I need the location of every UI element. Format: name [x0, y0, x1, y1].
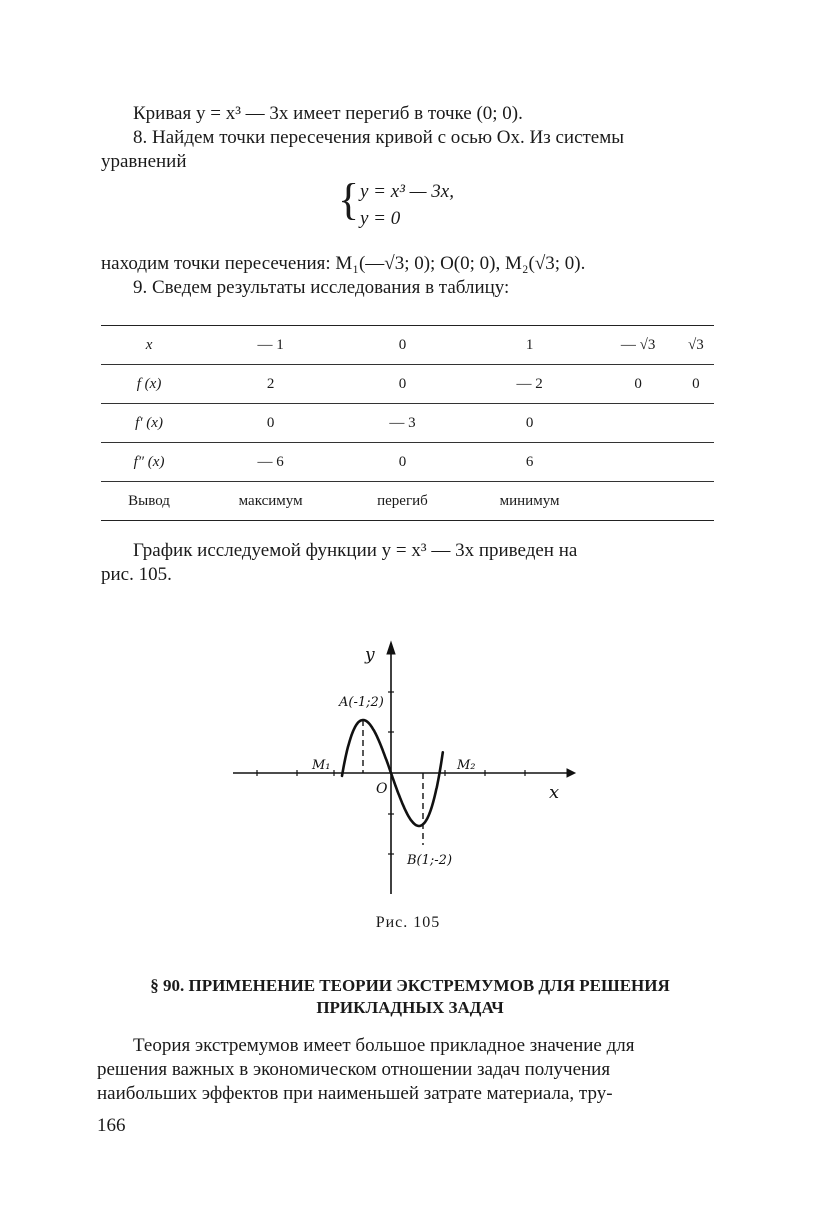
paragraph-line: наибольших эффектов при наименьшей затрате материала, тру-: [97, 1083, 613, 1104]
text-line-content: 9. Сведем результаты исследования в таблицу:: [133, 277, 510, 298]
table-cell: [598, 482, 677, 521]
table-cell: f′ (x): [101, 404, 197, 443]
x-axis-label: x: [549, 782, 560, 803]
table-cell: — 6: [197, 443, 344, 482]
table-cell: — 3: [344, 404, 461, 443]
table-cell: — 1: [197, 326, 344, 365]
table-cell: [678, 482, 714, 521]
table-cell: √3: [678, 326, 714, 365]
function-graph: [225, 632, 585, 902]
table-cell: — 2: [461, 365, 599, 404]
text-line-content: рис. 105.: [101, 564, 172, 585]
y-axis-label: y: [365, 645, 375, 665]
system-eq-2: y = 0: [360, 208, 401, 229]
m1-label: M₁: [312, 758, 331, 773]
text-line: [101, 564, 172, 586]
text-line: [133, 103, 523, 125]
table-cell: [598, 443, 677, 482]
table-row: [101, 443, 714, 482]
text-line-content: уравнений: [101, 151, 187, 172]
table-cell: 0: [344, 443, 461, 482]
text-line-content: находим точки пересечения: M₁(—√3; 0); O(0; 0), M₂(√3; 0).: [101, 253, 586, 274]
paragraph-line: Теория экстремумов имеет большое прикладное значение для: [133, 1035, 635, 1056]
table-cell: 0: [678, 365, 714, 404]
table-cell: Вывод: [128, 492, 170, 509]
table-cell: 6: [461, 443, 599, 482]
table-cell: [598, 404, 677, 443]
system-eq-1: y = x³ — 3x,: [360, 181, 454, 202]
text-line-content: 8. Найдем точки пересечения кривой с осью Ox. Из системы: [133, 127, 625, 148]
table-cell: f″ (x): [101, 443, 197, 482]
table-cell: x: [101, 326, 197, 365]
text-line: [101, 253, 585, 275]
m2-label: M₂: [457, 758, 476, 773]
table-cell: 0: [598, 365, 677, 404]
text-line-content: Кривая y = x³ — 3x имеет перегиб в точке (0; 0).: [133, 103, 523, 124]
text-line: [133, 540, 717, 562]
point-a-label: A(-1;2): [339, 695, 384, 710]
table-cell: минимум: [499, 492, 560, 509]
section-heading-line: § 90. ПРИМЕНЕНИЕ ТЕОРИИ ЭКСТРЕМУМОВ ДЛЯ РЕШЕНИЯ: [150, 976, 670, 995]
table-cell: 0: [197, 404, 344, 443]
text-line: [133, 277, 509, 299]
table-cell: — √3: [598, 326, 677, 365]
table-row: [101, 404, 714, 443]
table-cell: [678, 404, 714, 443]
figure-caption: Рис. 105: [375, 914, 441, 931]
section-heading-line: ПРИКЛАДНЫХ ЗАДАЧ: [316, 998, 504, 1017]
table-cell: максимум: [238, 492, 303, 509]
y-axis-arrow: [387, 642, 395, 654]
page-number: 166: [97, 1115, 126, 1136]
table-row: [101, 482, 714, 521]
table-cell: f (x): [101, 365, 197, 404]
section-heading: [120, 975, 700, 1019]
text-line-content: График исследуемой функции y = x³ — 3x приведен на: [133, 540, 578, 561]
origin-label: O: [376, 781, 388, 797]
results-table: [101, 325, 714, 521]
table-row: [101, 365, 714, 404]
table-cell: 2: [197, 365, 344, 404]
text-line: [101, 151, 187, 173]
table-row: [101, 326, 714, 365]
table-cell: 0: [461, 404, 599, 443]
table-cell: перегиб: [377, 492, 428, 509]
table-cell: [678, 443, 714, 482]
paragraph-line: решения важных в экономическом отношении задач получения: [97, 1059, 611, 1080]
table-cell: 0: [344, 326, 461, 365]
table-cell: 1: [461, 326, 599, 365]
x-axis-arrow: [567, 769, 575, 777]
point-b-label: B(1;-2): [407, 853, 453, 868]
text-line: [133, 127, 723, 149]
table-cell: 0: [344, 365, 461, 404]
system-brace: {: [338, 175, 360, 224]
